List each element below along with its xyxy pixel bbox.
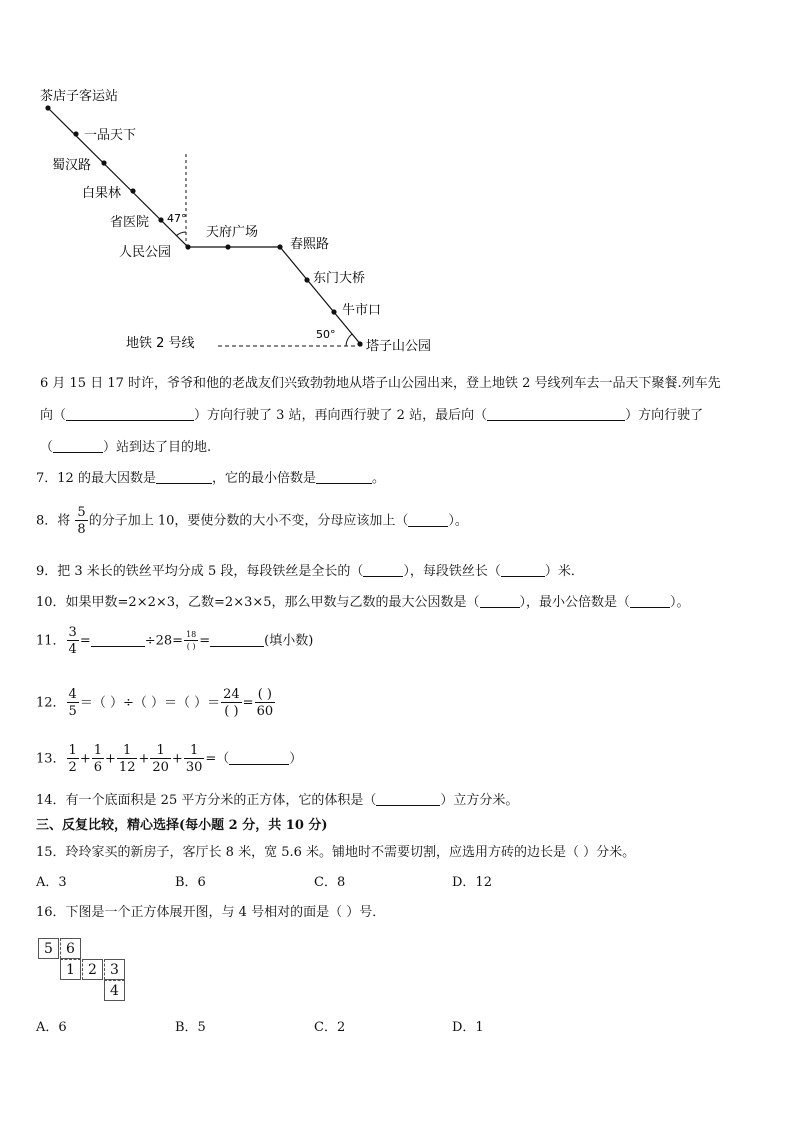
angle-arc-47 — [176, 232, 186, 236]
q14-text-a: 14．有一个底面积是 25 平方分米的正方体，它的体积是（ — [36, 793, 377, 808]
q6-text-3b: ）站到达了目的地. — [103, 440, 212, 455]
question-11 — [36, 626, 313, 656]
question-9 — [36, 562, 584, 580]
q13-f2-den: 6 — [93, 760, 103, 775]
q6-blank-3[interactable] — [53, 438, 103, 453]
q8-fraction — [75, 506, 87, 536]
q11-small-fraction — [184, 631, 198, 651]
label-chunxi: 春熙路 — [290, 237, 330, 252]
question-12 — [36, 688, 276, 718]
q13-plus-1: + — [79, 751, 91, 767]
q11-text-c: = — [199, 633, 211, 649]
q15-option-c[interactable]: C．8 — [314, 875, 346, 890]
q11-equals: = — [79, 633, 91, 649]
q15-option-d[interactable]: D．12 — [452, 875, 492, 890]
label-renmin: 人民公园 — [119, 245, 172, 260]
q8-text-a: 8．将 — [36, 513, 71, 529]
q7-text-c: 。 — [371, 471, 385, 486]
station-dot-tianfu — [225, 244, 230, 249]
q6-text-2c: ）方向行驶了 — [625, 408, 704, 423]
q16-option-d[interactable]: D．1 — [452, 1020, 484, 1035]
subway-map — [0, 0, 794, 360]
net-cell-6: 6 — [60, 938, 81, 959]
q16-option-a[interactable]: A．6 — [36, 1020, 67, 1035]
section-3-heading: 三、反复比较，精心选择(每小题 2 分，共 10 分) — [36, 818, 328, 833]
q11-fraction-num: 3 — [68, 625, 77, 640]
station-dot-niushikou — [331, 309, 336, 314]
q8-text-c: ）。 — [448, 513, 468, 529]
q6-blank-2[interactable] — [487, 406, 625, 421]
q6-blank-1[interactable] — [66, 406, 194, 421]
q12-fraction-3 — [255, 688, 276, 718]
q13-fraction-3 — [117, 744, 138, 774]
q14-blank[interactable] — [376, 791, 440, 806]
q15-option-a[interactable]: A．3 — [36, 875, 67, 890]
q6-text-2a: 向（ — [40, 408, 67, 423]
q13-f1-num: 1 — [68, 743, 77, 758]
q13-fraction-1 — [67, 744, 79, 774]
label-tazishan: 塔子山公园 — [366, 339, 432, 354]
label-niushikou: 牛市口 — [342, 303, 382, 318]
q13-text-c: ） — [289, 751, 303, 767]
angle-arc-50 — [346, 334, 352, 346]
q10-text-c: ）。 — [670, 595, 690, 610]
q15-option-b[interactable]: B．6 — [175, 875, 206, 890]
q12-fraction-3-num: ( ) — [255, 688, 276, 703]
q9-blank-2[interactable] — [501, 562, 545, 577]
net-cell-2: 2 — [82, 959, 103, 980]
question-8 — [36, 506, 468, 536]
q13-plus-4: + — [171, 751, 183, 767]
q13-f4-den: 20 — [152, 760, 169, 775]
q13-fraction-2 — [92, 744, 104, 774]
q12-fraction-1-den: 5 — [68, 704, 77, 719]
q11-blank-2[interactable] — [210, 632, 264, 647]
station-dot-baiguolin — [130, 188, 135, 193]
cube-net — [38, 938, 138, 1008]
label-yipin: 一品天下 — [84, 128, 137, 143]
q12-equals: = — [242, 695, 254, 711]
station-dot-renmin — [185, 244, 190, 249]
q13-f4-num: 1 — [150, 744, 171, 759]
station-dot-shengyiyuan — [158, 217, 163, 222]
question-15: 15．玲玲家买的新房子，客厅长 8 米，宽 5.6 米。铺地时不需要切割，应选用方砖的边长是（ ）分米。 — [36, 845, 636, 860]
q12-text-b: ＝（ ）÷（ ）＝（ ）＝ — [79, 695, 221, 711]
label-line2: 地铁 2 号线 — [126, 336, 195, 351]
question-7 — [36, 469, 385, 487]
label-angle-47: 47° — [167, 212, 187, 225]
q12-fraction-1-num: 4 — [68, 687, 77, 702]
q14-text-b: ）立方分米。 — [440, 793, 519, 808]
q13-plus-3: + — [138, 751, 150, 767]
q8-fraction-den: 8 — [77, 522, 86, 537]
q12-fraction-2-den: ( ) — [224, 704, 239, 719]
q7-text-b: ，它的最小倍数是 — [211, 471, 316, 486]
q11-text-d: (填小数) — [264, 633, 314, 649]
q11-text-a: 11． — [36, 633, 66, 649]
q13-f3-den: 12 — [118, 760, 136, 775]
q16-option-c[interactable]: C．2 — [314, 1020, 346, 1035]
q12-text-a: 12． — [36, 695, 66, 711]
label-baiguolin: 白果林 — [82, 186, 122, 201]
net-cell-5: 5 — [38, 938, 59, 959]
station-dot-chadianzi — [45, 105, 50, 110]
q7-blank-1[interactable] — [156, 469, 212, 484]
q13-f5-den: 30 — [185, 760, 203, 775]
label-dongmen: 东门大桥 — [313, 271, 366, 286]
label-tianfu: 天府广场 — [206, 225, 259, 240]
q11-fraction — [67, 626, 79, 656]
q13-plus-2: + — [105, 751, 116, 767]
station-dot-tazishan — [357, 341, 362, 346]
q13-text-a: 13． — [36, 751, 66, 767]
q11-small-fraction-num: 18 — [186, 630, 197, 639]
station-dot-chunxi — [277, 244, 282, 249]
q12-fraction-2 — [221, 688, 242, 718]
q13-f3-num: 1 — [117, 744, 138, 759]
q11-fraction-den: 4 — [68, 642, 77, 657]
q9-blank-1[interactable] — [363, 562, 403, 577]
q13-text-b: =（ — [205, 751, 230, 767]
q10-blank-2[interactable] — [630, 593, 670, 608]
question-16: 16．下图是一个正方体展开图，与 4 号相对的面是（ ）号． — [36, 905, 386, 920]
q9-text-a: 9．把 3 米长的铁丝平均分成 5 段，每段铁丝是全长的（ — [36, 564, 364, 579]
question-13 — [36, 744, 302, 774]
q8-text-b: 的分子加上 10，要使分数的大小不变，分母应该加上（ — [88, 513, 409, 529]
q13-f5-num: 1 — [184, 744, 205, 759]
q6-line2 — [40, 406, 703, 424]
net-cell-3: 3 — [104, 959, 125, 980]
q9-text-b: ），每段铁丝长（ — [403, 564, 501, 579]
q13-blank[interactable] — [229, 750, 289, 765]
q6-text-3a: （ — [40, 440, 54, 455]
q11-text-b: ÷28= — [144, 633, 184, 649]
question-10 — [36, 593, 690, 611]
q6-text-2b: ）方向行驶了 3 站，再向西行驶了 2 站，最后向（ — [194, 408, 488, 423]
label-chadianzi: 茶店子客运站 — [40, 89, 119, 104]
q6-line3 — [40, 438, 211, 456]
q13-f2-num: 1 — [93, 743, 103, 758]
q11-blank-1[interactable] — [91, 632, 145, 647]
q10-text-a: 10．如果甲数=2×2×3，乙数=2×3×5，那么甲数与乙数的最大公因数是（ — [36, 595, 480, 610]
q13-f1-den: 2 — [68, 760, 77, 775]
q9-text-c: ）米． — [544, 564, 584, 579]
q12-fraction-3-den: 60 — [256, 704, 274, 719]
q8-blank[interactable] — [408, 512, 448, 527]
q10-blank-1[interactable] — [480, 593, 520, 608]
q11-small-fraction-den: ( ) — [186, 642, 196, 651]
q12-fraction-2-num: 24 — [223, 687, 240, 702]
q10-text-b: ），最小公倍数是（ — [519, 595, 631, 610]
q8-fraction-num: 5 — [77, 505, 86, 520]
station-dot-yipin — [73, 131, 78, 136]
q12-fraction-1 — [67, 688, 79, 718]
q13-fraction-5 — [184, 744, 205, 774]
q6-text-1: 6 月 15 日 17 时许，爷爷和他的老战友们兴致勃勃地从塔子山公园出来，登上地铁 2 号线列车去一品天下聚餐.列车先 — [40, 376, 721, 391]
label-shuhan: 蜀汉路 — [52, 158, 92, 173]
station-dot-shuhan — [101, 160, 106, 165]
q6-line1 — [40, 376, 721, 392]
net-cell-1: 1 — [60, 959, 81, 980]
q16-option-b[interactable]: B．5 — [175, 1020, 206, 1035]
metro-line-2 — [48, 108, 362, 346]
label-shengyiyuan: 省医院 — [110, 215, 150, 230]
q7-blank-2[interactable] — [316, 469, 372, 484]
question-14 — [36, 791, 518, 809]
label-angle-50: 50° — [316, 328, 336, 341]
station-dot-dongmen — [304, 277, 309, 282]
q13-fraction-4 — [150, 744, 171, 774]
q7-text-a: 7．12 的最大因数是 — [36, 471, 156, 486]
net-cell-4: 4 — [104, 980, 125, 1001]
